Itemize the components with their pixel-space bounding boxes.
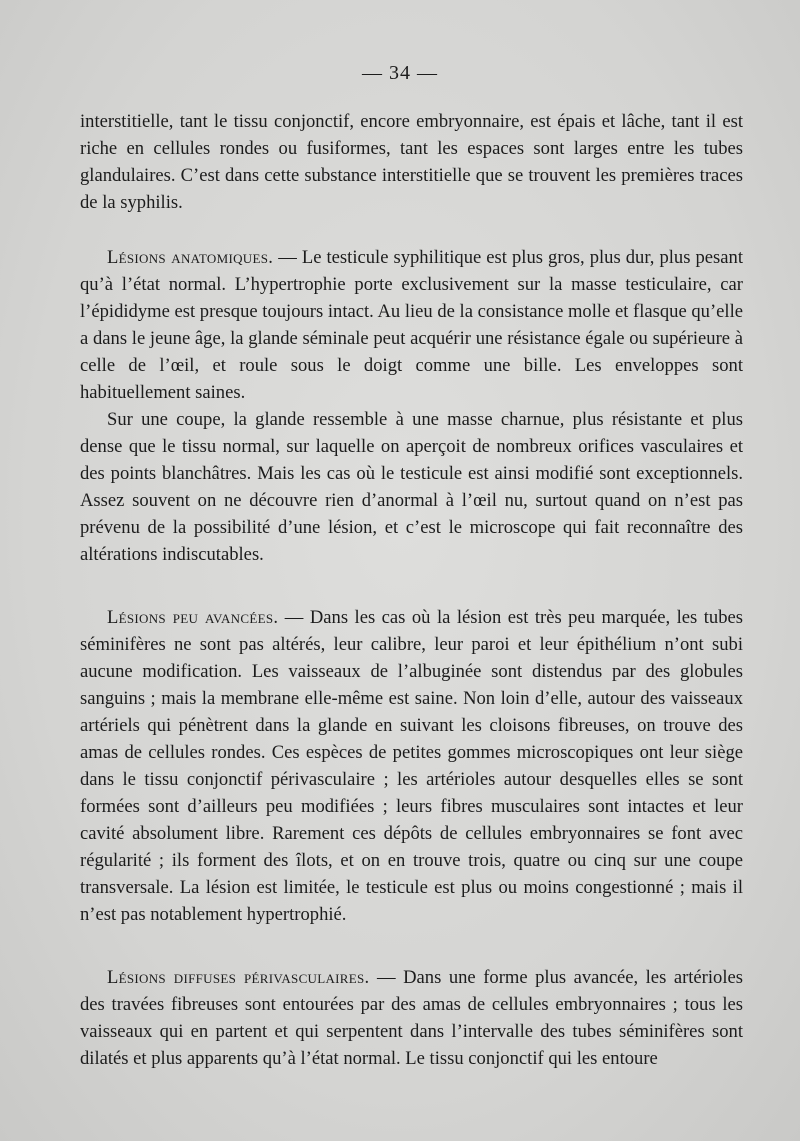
paragraph-text: Sur une coupe, la glande ressemble à une masse charnue, plus résistante et plus dense que le tissu normal, sur laquelle on aperçoit de nombreux orifices vasculaires et des points blanchâtres. Mais les cas où le testicule est ainsi modifié sont exceptionnels. Assez souvent on ne découvre rien d’anormal à l’œil nu, surtout quand on n’est pas prévenu de la possibilité d’une lésion, et c’est le microscope qui fait reconnaître des altérations indiscutables.	[80, 409, 743, 565]
page-number: — 34 —	[362, 62, 438, 84]
section-heading: Lésions diffuses périvasculaires.	[107, 967, 370, 988]
paragraph	[80, 964, 743, 1072]
paragraph	[80, 604, 743, 928]
paragraph-text: interstitielle, tant le tissu conjonctif, encore embryonnaire, est épais et lâche, tant il est riche en cellules rondes ou fusiformes, tant les espaces sont larges entre les tubes glandulaires. C’est dans cette substance interstitielle que se trouvent les premières traces de la syphilis.	[80, 111, 743, 213]
paragraph-text: — Dans les cas où la lésion est très peu marquée, les tubes séminifères ne sont pas altérés, leur calibre, leur paroi et leur épithélium n’ont subi aucune modification. Les vaisseaux de l’albuginée sont distendus par des globules sanguins ; mais la membrane elle-même est saine. Non loin d’elle, autour des vaisseaux artériels qui pénètrent dans la glande en suivant les cloisons fibreuses, on trouve des amas de cellules rondes. Ces espèces de petites gommes microscopiques ont leur siège dans le tissu conjonctif périvasculaire ; les artérioles autour desquelles elles se sont formées sont d’ailleurs peu modifiées ; leurs fibres musculaires sont intactes et leur cavité absolument libre. Rarement ces dépôts de cellules embryonnaires se font avec régularité ; ils forment des îlots, et on en trouve trois, quatre ou cinq sur une coupe transversale. La lésion est limitée, le testicule est plus ou moins congestionné ; mais il n’est pas notablement hypertrophié.	[80, 607, 744, 925]
paragraph-text: — Dans une forme plus avancée, les artérioles des travées fibreuses sont entourées par des amas de cellules embryonnaires ; tous les vaisseaux qui en partent et qui serpentent dans l’intervalle des tubes séminifères sont dilatés et plus apparents qu’à l’état normal. Le tissu conjonctif qui les entoure	[80, 967, 743, 1069]
section-lesions-peu-avancees	[80, 604, 743, 928]
section-lesions-anatomiques	[80, 244, 743, 568]
paragraph-continuation	[80, 108, 743, 216]
section-lesions-diffuses-perivasculaires	[80, 964, 743, 1072]
section-heading: Lésions peu avancées.	[107, 607, 279, 628]
paragraph-text: — Le testicule syphilitique est plus gros, plus dur, plus pesant qu’à l’état normal. L’hypertrophie porte exclusivement sur la masse testiculaire, car l’épididyme est presque toujours intact. Au lieu de la consistance molle et flasque qu’elle a dans le jeune âge, la glande séminale peut acquérir une résistance égale ou supérieure à celle de l’œil, et roule sous le doigt comme une bille. Les enveloppes sont habituellement saines.	[80, 247, 743, 403]
section-heading: Lésions anatomiques.	[107, 247, 274, 268]
paragraph	[80, 244, 743, 406]
